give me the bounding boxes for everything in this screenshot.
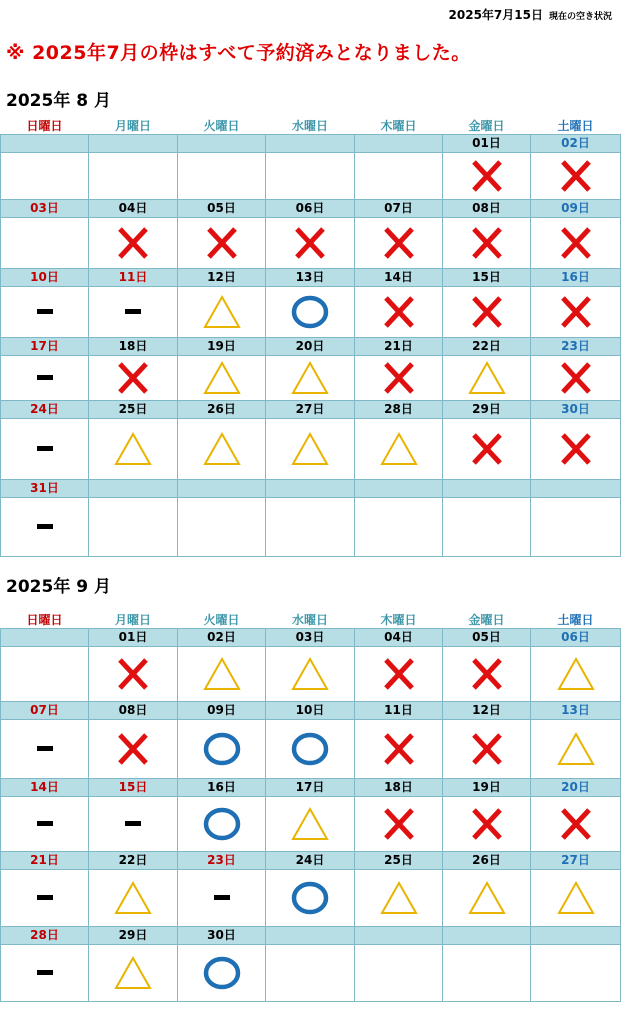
date-cell: 21日 <box>1 852 89 870</box>
date-cell: 22日 <box>443 338 531 356</box>
date-cell: 05日 <box>443 629 531 647</box>
availability-cell <box>443 287 531 338</box>
date-cell: 28日 <box>1 927 89 945</box>
dash-mark-icon <box>35 745 55 753</box>
date-cell: 12日 <box>178 269 266 287</box>
cross-mark-icon <box>113 731 153 767</box>
availability-cell <box>1 797 89 852</box>
triangle-mark-icon <box>379 431 419 467</box>
empty-date-cell <box>266 135 355 153</box>
date-row <box>1 927 621 945</box>
dash-mark-icon <box>212 894 232 902</box>
date-cell: 28日 <box>355 401 443 419</box>
triangle-mark-icon <box>379 880 419 916</box>
weekday-header-tue: 火曜日 <box>203 613 240 627</box>
empty-date-cell <box>443 480 531 498</box>
availability-cell <box>355 870 443 927</box>
empty-date-cell <box>266 480 355 498</box>
availability-row <box>1 870 621 927</box>
date-row <box>1 269 621 287</box>
date-cell: 29日 <box>443 401 531 419</box>
cross-mark-icon <box>556 806 596 842</box>
triangle-mark-icon <box>202 431 242 467</box>
availability-cell <box>355 218 443 269</box>
month-title-august: 2025年 8 月 <box>6 91 111 111</box>
date-cell: 19日 <box>178 338 266 356</box>
cross-mark-icon <box>113 360 153 396</box>
availability-cell <box>266 419 355 480</box>
date-cell: 02日 <box>178 629 266 647</box>
date-cell: 08日 <box>443 200 531 218</box>
availability-cell <box>355 419 443 480</box>
availability-cell <box>266 647 355 702</box>
availability-cell <box>178 945 266 1002</box>
date-cell: 01日 <box>443 135 531 153</box>
triangle-mark-icon <box>113 955 153 991</box>
dash-mark-icon <box>35 308 55 316</box>
availability-cell <box>266 218 355 269</box>
dash-mark-icon <box>35 894 55 902</box>
circle-mark-icon <box>290 880 330 916</box>
date-cell: 25日 <box>355 852 443 870</box>
availability-cell <box>531 419 621 480</box>
triangle-mark-icon <box>290 656 330 692</box>
date-row <box>1 401 621 419</box>
cross-mark-icon <box>379 656 419 692</box>
triangle-mark-icon <box>202 360 242 396</box>
date-cell: 10日 <box>266 702 355 720</box>
empty-availability-cell <box>89 153 178 200</box>
empty-date-cell <box>1 135 89 153</box>
availability-cell <box>266 720 355 779</box>
availability-row <box>1 419 621 480</box>
availability-row <box>1 797 621 852</box>
date-cell: 03日 <box>266 629 355 647</box>
date-cell: 11日 <box>355 702 443 720</box>
date-cell: 07日 <box>1 702 89 720</box>
date-cell: 09日 <box>531 200 621 218</box>
cross-mark-icon <box>556 431 596 467</box>
availability-cell <box>355 647 443 702</box>
date-cell: 27日 <box>266 401 355 419</box>
date-row <box>1 852 621 870</box>
status-date: 2025年7月15日 <box>448 8 543 22</box>
availability-cell <box>443 647 531 702</box>
triangle-mark-icon <box>113 431 153 467</box>
date-cell: 30日 <box>178 927 266 945</box>
empty-availability-cell <box>531 945 621 1002</box>
availability-cell <box>531 287 621 338</box>
date-cell: 24日 <box>266 852 355 870</box>
calendar-august <box>0 118 620 557</box>
availability-row <box>1 498 621 557</box>
weekday-header-wed: 水曜日 <box>291 613 328 627</box>
availability-cell <box>355 720 443 779</box>
cross-mark-icon <box>467 158 507 194</box>
availability-cell <box>1 356 89 401</box>
availability-cell <box>89 647 178 702</box>
availability-cell <box>1 419 89 480</box>
date-cell: 29日 <box>89 927 178 945</box>
weekday-header-sat: 土曜日 <box>557 613 594 627</box>
date-row <box>1 480 621 498</box>
empty-date-cell <box>89 135 178 153</box>
availability-cell <box>443 356 531 401</box>
date-cell: 04日 <box>89 200 178 218</box>
date-cell: 04日 <box>355 629 443 647</box>
availability-cell <box>1 720 89 779</box>
empty-date-cell <box>1 629 89 647</box>
date-cell: 15日 <box>443 269 531 287</box>
availability-cell <box>266 797 355 852</box>
weekday-header-sun: 日曜日 <box>26 119 63 133</box>
empty-availability-cell <box>531 498 621 557</box>
availability-cell <box>531 356 621 401</box>
date-cell: 11日 <box>89 269 178 287</box>
availability-row <box>1 945 621 1002</box>
availability-row <box>1 218 621 269</box>
date-cell: 27日 <box>531 852 621 870</box>
cross-mark-icon <box>467 731 507 767</box>
availability-cell <box>531 218 621 269</box>
cross-mark-icon <box>556 158 596 194</box>
empty-availability-cell <box>355 153 443 200</box>
empty-availability-cell <box>355 498 443 557</box>
empty-date-cell <box>531 927 621 945</box>
dash-mark-icon <box>35 969 55 977</box>
date-cell: 17日 <box>266 779 355 797</box>
cross-mark-icon <box>467 431 507 467</box>
date-cell: 18日 <box>355 779 443 797</box>
date-cell: 30日 <box>531 401 621 419</box>
date-cell: 17日 <box>1 338 89 356</box>
date-cell: 10日 <box>1 269 89 287</box>
empty-availability-cell <box>443 498 531 557</box>
calendar-table <box>0 118 621 557</box>
triangle-mark-icon <box>202 294 242 330</box>
circle-mark-icon <box>202 731 242 767</box>
availability-cell <box>89 870 178 927</box>
empty-availability-cell <box>1 647 89 702</box>
weekday-header-wed: 水曜日 <box>291 119 328 133</box>
weekday-header-sat: 土曜日 <box>557 119 594 133</box>
date-cell: 01日 <box>89 629 178 647</box>
cross-mark-icon <box>379 360 419 396</box>
dash-mark-icon <box>123 308 143 316</box>
availability-cell <box>443 870 531 927</box>
empty-availability-cell <box>266 153 355 200</box>
cross-mark-icon <box>467 294 507 330</box>
triangle-mark-icon <box>556 656 596 692</box>
notice-text: ※ 2025年7月の枠はすべて予約済みとなりました。 <box>6 42 471 64</box>
availability-cell <box>1 945 89 1002</box>
cross-mark-icon <box>556 360 596 396</box>
availability-cell <box>178 797 266 852</box>
triangle-mark-icon <box>290 360 330 396</box>
date-cell: 31日 <box>1 480 89 498</box>
dash-mark-icon <box>35 820 55 828</box>
cross-mark-icon <box>113 656 153 692</box>
empty-availability-cell <box>178 153 266 200</box>
date-cell: 14日 <box>1 779 89 797</box>
cross-mark-icon <box>467 225 507 261</box>
empty-availability-cell <box>178 498 266 557</box>
date-cell: 25日 <box>89 401 178 419</box>
availability-cell <box>531 153 621 200</box>
cross-mark-icon <box>467 806 507 842</box>
triangle-mark-icon <box>202 656 242 692</box>
date-cell: 26日 <box>178 401 266 419</box>
availability-cell <box>89 945 178 1002</box>
date-cell: 20日 <box>266 338 355 356</box>
date-row <box>1 629 621 647</box>
date-row <box>1 200 621 218</box>
availability-cell <box>355 797 443 852</box>
circle-mark-icon <box>290 731 330 767</box>
availability-cell <box>531 797 621 852</box>
availability-row <box>1 356 621 401</box>
availability-row <box>1 647 621 702</box>
weekday-header-mon: 月曜日 <box>114 613 151 627</box>
weekday-header-mon: 月曜日 <box>114 119 151 133</box>
availability-cell <box>443 218 531 269</box>
availability-cell <box>178 870 266 927</box>
availability-cell <box>531 647 621 702</box>
empty-availability-cell <box>1 153 89 200</box>
weekday-header-row <box>1 612 621 629</box>
availability-status <box>449 6 612 23</box>
weekday-header-thu: 木曜日 <box>380 613 417 627</box>
empty-date-cell <box>89 480 178 498</box>
date-cell: 07日 <box>355 200 443 218</box>
empty-availability-cell <box>443 945 531 1002</box>
availability-cell <box>1 870 89 927</box>
month-title-september: 2025年 9 月 <box>6 577 111 597</box>
availability-cell <box>178 419 266 480</box>
cross-mark-icon <box>379 806 419 842</box>
availability-cell <box>443 797 531 852</box>
triangle-mark-icon <box>467 360 507 396</box>
date-row <box>1 779 621 797</box>
cross-mark-icon <box>113 225 153 261</box>
triangle-mark-icon <box>290 806 330 842</box>
availability-cell <box>89 419 178 480</box>
cross-mark-icon <box>556 294 596 330</box>
availability-row <box>1 287 621 338</box>
availability-cell <box>531 720 621 779</box>
empty-date-cell <box>178 480 266 498</box>
date-cell: 22日 <box>89 852 178 870</box>
date-cell: 24日 <box>1 401 89 419</box>
availability-cell <box>443 720 531 779</box>
cross-mark-icon <box>379 225 419 261</box>
empty-availability-cell <box>355 945 443 1002</box>
dash-mark-icon <box>35 445 55 453</box>
date-cell: 15日 <box>89 779 178 797</box>
cross-mark-icon <box>467 656 507 692</box>
availability-cell <box>89 356 178 401</box>
date-row <box>1 702 621 720</box>
empty-date-cell <box>355 480 443 498</box>
weekday-header-row <box>1 118 621 135</box>
availability-cell <box>89 218 178 269</box>
dash-mark-icon <box>123 820 143 828</box>
date-cell: 12日 <box>443 702 531 720</box>
circle-mark-icon <box>202 955 242 991</box>
weekday-header-sun: 日曜日 <box>26 613 63 627</box>
date-cell: 23日 <box>531 338 621 356</box>
date-cell: 20日 <box>531 779 621 797</box>
cross-mark-icon <box>290 225 330 261</box>
triangle-mark-icon <box>556 731 596 767</box>
availability-cell <box>443 153 531 200</box>
date-cell: 09日 <box>178 702 266 720</box>
calendar-table <box>0 612 621 1002</box>
availability-cell <box>355 287 443 338</box>
calendar-september <box>0 612 620 1002</box>
empty-date-cell <box>178 135 266 153</box>
date-cell: 06日 <box>531 629 621 647</box>
circle-mark-icon <box>202 806 242 842</box>
date-cell: 13日 <box>266 269 355 287</box>
date-row <box>1 135 621 153</box>
date-cell: 06日 <box>266 200 355 218</box>
empty-date-cell <box>443 927 531 945</box>
cross-mark-icon <box>202 225 242 261</box>
cross-mark-icon <box>379 294 419 330</box>
availability-row <box>1 720 621 779</box>
triangle-mark-icon <box>290 431 330 467</box>
triangle-mark-icon <box>556 880 596 916</box>
date-cell: 18日 <box>89 338 178 356</box>
date-cell: 08日 <box>89 702 178 720</box>
cross-mark-icon <box>556 225 596 261</box>
availability-row <box>1 153 621 200</box>
date-cell: 16日 <box>178 779 266 797</box>
availability-cell <box>266 287 355 338</box>
availability-cell <box>1 287 89 338</box>
availability-cell <box>1 498 89 557</box>
availability-cell <box>89 797 178 852</box>
availability-cell <box>266 870 355 927</box>
availability-cell <box>178 647 266 702</box>
empty-date-cell <box>266 927 355 945</box>
triangle-mark-icon <box>113 880 153 916</box>
triangle-mark-icon <box>467 880 507 916</box>
date-cell: 14日 <box>355 269 443 287</box>
date-cell: 26日 <box>443 852 531 870</box>
weekday-header-thu: 木曜日 <box>380 119 417 133</box>
empty-availability-cell <box>1 218 89 269</box>
availability-cell <box>178 356 266 401</box>
availability-cell <box>355 356 443 401</box>
weekday-header-fri: 金曜日 <box>468 119 505 133</box>
date-cell: 19日 <box>443 779 531 797</box>
availability-cell <box>178 218 266 269</box>
status-label: 現在の空き状況 <box>548 12 612 22</box>
date-cell: 03日 <box>1 200 89 218</box>
empty-date-cell <box>355 927 443 945</box>
date-cell: 21日 <box>355 338 443 356</box>
date-cell: 13日 <box>531 702 621 720</box>
date-cell: 02日 <box>531 135 621 153</box>
date-cell: 05日 <box>178 200 266 218</box>
date-cell: 16日 <box>531 269 621 287</box>
circle-mark-icon <box>290 294 330 330</box>
dash-mark-icon <box>35 523 55 531</box>
empty-date-cell <box>531 480 621 498</box>
cross-mark-icon <box>379 731 419 767</box>
availability-cell <box>266 356 355 401</box>
empty-availability-cell <box>89 498 178 557</box>
empty-availability-cell <box>266 498 355 557</box>
weekday-header-tue: 火曜日 <box>203 119 240 133</box>
availability-cell <box>178 287 266 338</box>
weekday-header-fri: 金曜日 <box>468 613 505 627</box>
date-cell: 23日 <box>178 852 266 870</box>
empty-date-cell <box>355 135 443 153</box>
availability-cell <box>178 720 266 779</box>
availability-cell <box>443 419 531 480</box>
availability-cell <box>89 287 178 338</box>
availability-cell <box>89 720 178 779</box>
date-row <box>1 338 621 356</box>
empty-availability-cell <box>266 945 355 1002</box>
availability-cell <box>531 870 621 927</box>
dash-mark-icon <box>35 374 55 382</box>
